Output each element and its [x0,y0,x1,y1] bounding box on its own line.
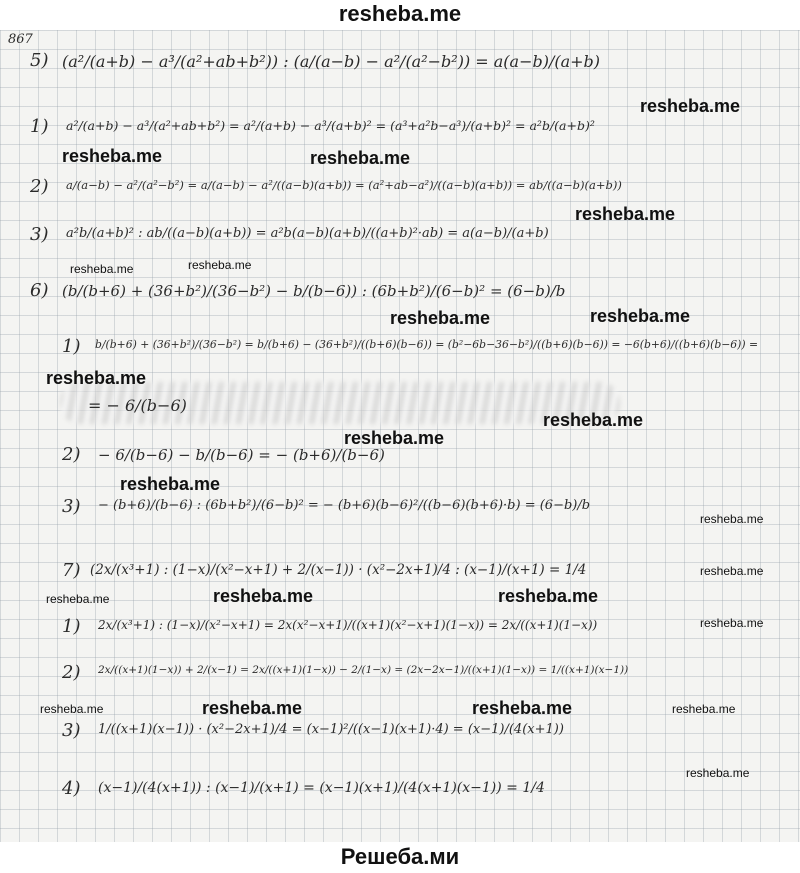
part7-label: 7) [62,560,81,581]
part5-step3: a²b/(a+b)² : ab/((a−b)(a+b)) = a²b(a−b)(a+b)/((a+b)²·ab) = a(a−b)/(a+b) [66,226,549,241]
part5-label: 5) [30,50,49,71]
part7-step4: (x−1)/(4(x+1)) : (x−1)/(x+1) = (x−1)(x+1)/(4(x+1)(x−1)) = 1/4 [98,780,545,796]
watermark: resheba.me [472,698,573,718]
watermark: resheba.me [543,410,644,430]
part6-step1: b/(b+6) + (36+b²)/(36−b²) = b/(b+6) − (36+b²)/((b+6)(b−6)) = (b²−6b−36−b²)/((b+6)(b−6)) = −6(b+6)/((b+6)(b−6)) = [95,338,759,351]
watermark-small: resheba.me [700,512,764,526]
part5-step1-label: 1) [30,116,49,137]
part7-step3-label: 3) [62,720,81,741]
watermark: resheba.me [46,368,147,388]
part7-step4-label: 4) [62,778,81,799]
watermark-small: resheba.me [686,766,750,780]
watermark-small: resheba.me [70,262,134,276]
part6-step1-result: = − 6/(b−6) [88,396,187,415]
watermark-small: resheba.me [700,564,764,578]
part6-step2-label: 2) [62,444,81,465]
watermark: resheba.me [62,146,163,166]
part6-step3-label: 3) [62,496,81,517]
part6-step3: − (b+6)/(b−6) : (6b+b²)/(6−b)² = − (b+6)(b−6)²/((b−6)(b+6)·b) = (6−b)/b [98,498,591,513]
watermark-small: resheba.me [672,702,736,716]
watermark: resheba.me [640,96,741,116]
part6-main-equation: (b/(b+6) + (36+b²)/(36−b²) − b/(b−6)) : (6b+b²)/(6−b)² = (6−b)/b [62,282,566,300]
part5-main-equation: (a²/(a+b) − a³/(a²+ab+b²)) : (a/(a−b) − a²/(a²−b²)) = a(a−b)/(a+b) [62,52,601,71]
part5-step1: a²/(a+b) − a³/(a²+ab+b²) = a²/(a+b) − a³/(a+b)² = (a³+a²b−a³)/(a+b)² = a²b/(a+b)² [66,118,595,133]
part6-step1-label: 1) [62,336,81,357]
watermark-small: resheba.me [40,702,104,716]
watermark: resheba.me [498,586,599,606]
watermark-small: resheba.me [188,258,252,272]
part5-step2: a/(a−b) − a²/(a²−b²) = a/(a−b) − a²/((a−b)(a+b)) = (a²+ab−a²)/((a−b)(a+b)) = ab/((a−b)(a+b)) [66,178,622,192]
part7-step1-label: 1) [62,616,81,637]
part7-main-equation: (2x/(x³+1) : (1−x)/(x²−x+1) + 2/(x−1)) · (x²−2x+1)/4 : (x−1)/(x+1) = 1/4 [90,562,587,578]
problem-number: 867 [8,32,33,47]
site-header[interactable]: resheba.me [338,1,462,26]
site-footer[interactable]: Решеба.ми [340,844,460,869]
watermark: resheba.me [590,306,691,326]
part5-step3-label: 3) [30,224,49,245]
watermark: resheba.me [390,308,491,328]
part7-step2: 2x/((x+1)(1−x)) + 2/(x−1) = 2x/((x+1)(1−x)) − 2/(1−x) = (2x−2x−1)/((x+1)(1−x)) = 1/((x+1)(x−1)) [98,664,629,676]
part6-step2: − 6/(b−6) − b/(b−6) = − (b+6)/(b−6) [98,446,385,464]
watermark-small: resheba.me [46,592,110,606]
watermark: resheba.me [575,204,676,224]
watermark-small: resheba.me [700,616,764,630]
part5-step2-label: 2) [30,176,49,197]
watermark: resheba.me [344,428,445,448]
homework-page [0,30,800,842]
part7-step1: 2x/(x³+1) : (1−x)/(x²−x+1) = 2x(x²−x+1)/((x+1)(x²−x+1)(1−x)) = 2x/((x+1)(1−x)) [98,618,598,632]
part6-label: 6) [30,280,49,301]
watermark: resheba.me [310,148,411,168]
part7-step2-label: 2) [62,662,81,683]
part7-step3: 1/((x+1)(x−1)) · (x²−2x+1)/4 = (x−1)²/((x−1)(x+1)·4) = (x−1)/(4(x+1)) [98,722,564,737]
watermark: resheba.me [120,474,221,494]
watermark: resheba.me [213,586,314,606]
watermark: resheba.me [202,698,303,718]
